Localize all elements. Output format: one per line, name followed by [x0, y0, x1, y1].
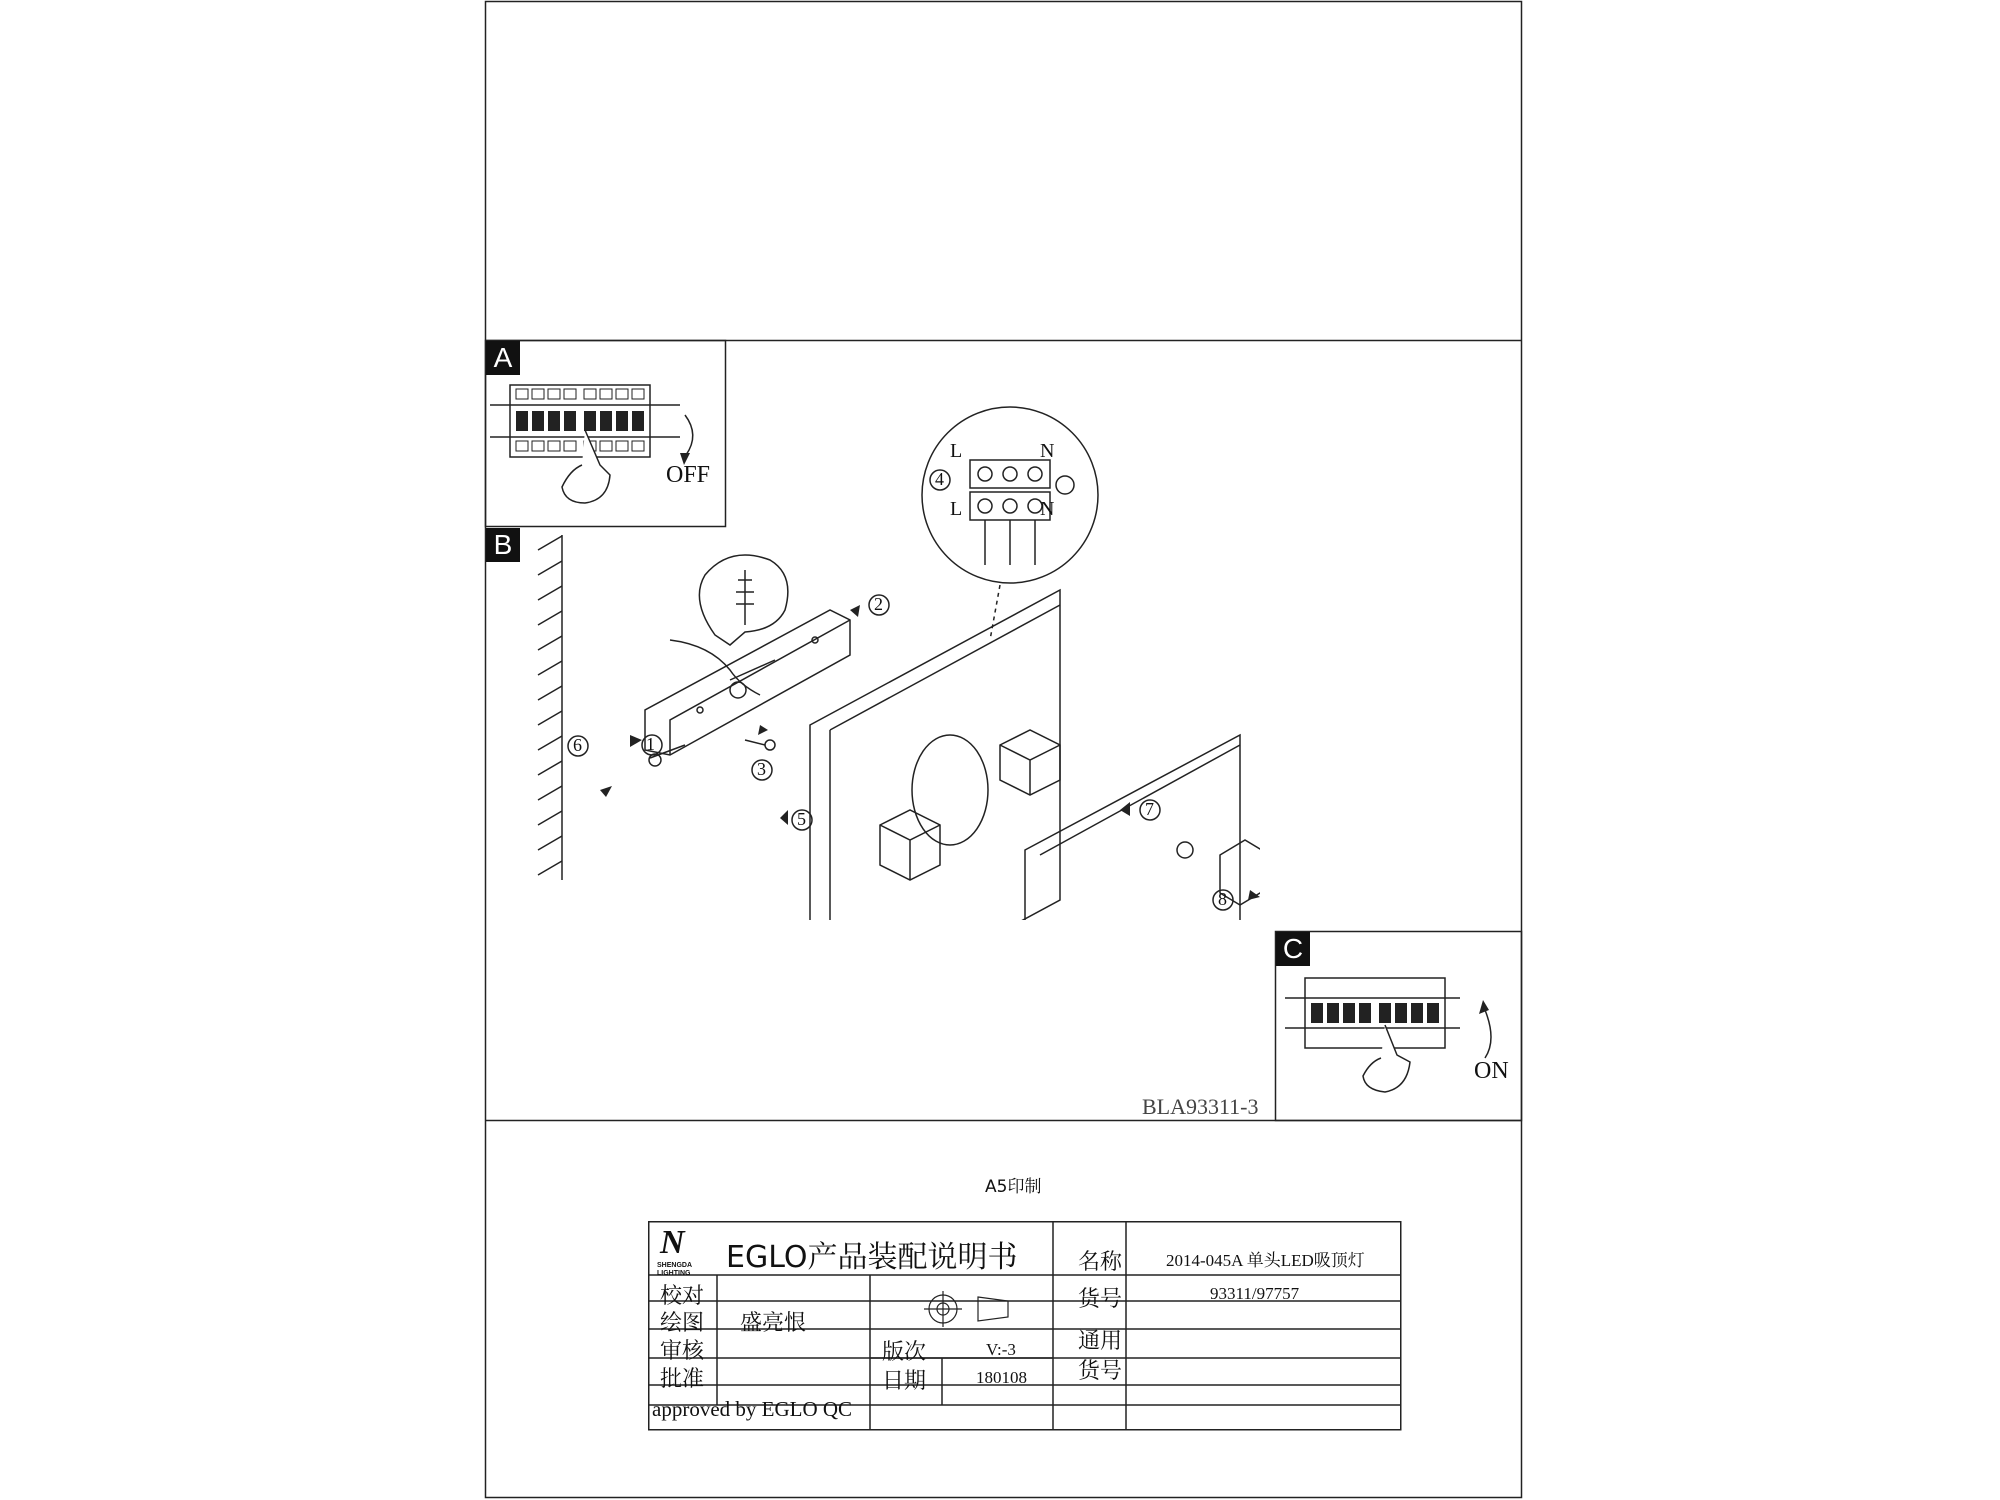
off-label: OFF [666, 462, 711, 488]
step-6-number: 6 [573, 735, 582, 755]
company-logo-text: SHENGDA LIGHTING [657, 1262, 692, 1277]
panel-c-label: C [1276, 932, 1310, 966]
panel-a-label: A [486, 341, 520, 375]
approved-label: 批准 [660, 1367, 705, 1392]
item-value: 93311/97757 [1210, 1284, 1300, 1303]
proofread-label: 校对 [660, 1284, 705, 1309]
drawn-label: 绘图 [660, 1311, 705, 1336]
step-7-number: 7 [1145, 799, 1154, 819]
print-format-note: A5印制 [985, 1177, 1042, 1197]
document-title: EGLO产品装配说明书 [726, 1240, 1018, 1275]
step-3-number: 3 [757, 759, 766, 779]
version-value: V:-3 [986, 1340, 1016, 1359]
reviewed-label: 审核 [660, 1339, 705, 1364]
drawing-code: BLA93311-3 [1142, 1094, 1259, 1119]
terminal-label-n-top: N [1040, 440, 1055, 462]
name-value: 2014-045A 单头LED吸顶灯 [1166, 1251, 1365, 1270]
terminal-label-l-bottom: L [950, 498, 963, 520]
step-5-number: 5 [797, 809, 806, 829]
step-1-number: 1 [646, 734, 655, 754]
on-label: ON [1474, 1058, 1509, 1084]
step-2-number: 2 [874, 594, 883, 614]
step-8-number: 8 [1218, 889, 1227, 909]
terminal-label-l-top: L [950, 440, 963, 462]
approval-footer: approved by EGLO QC [652, 1397, 853, 1421]
version-label: 版次 [882, 1340, 927, 1365]
terminal-label-n-bottom: N [1040, 498, 1055, 520]
date-value: 180108 [976, 1368, 1027, 1387]
general-item-label-1: 通用 [1078, 1329, 1123, 1354]
item-label: 货号 [1078, 1287, 1123, 1312]
panel-b-label: B [486, 528, 520, 562]
exploded-assembly-drawing [530, 400, 1260, 920]
date-label: 日期 [882, 1369, 927, 1394]
breaker-on-illustration [1285, 970, 1515, 1115]
drawn-value: 盛亮恨 [740, 1311, 807, 1336]
name-label: 名称 [1078, 1250, 1123, 1275]
step-4-number: 4 [935, 469, 944, 489]
company-logo-mark: N [660, 1224, 685, 1261]
general-item-label-2: 货号 [1078, 1359, 1123, 1384]
